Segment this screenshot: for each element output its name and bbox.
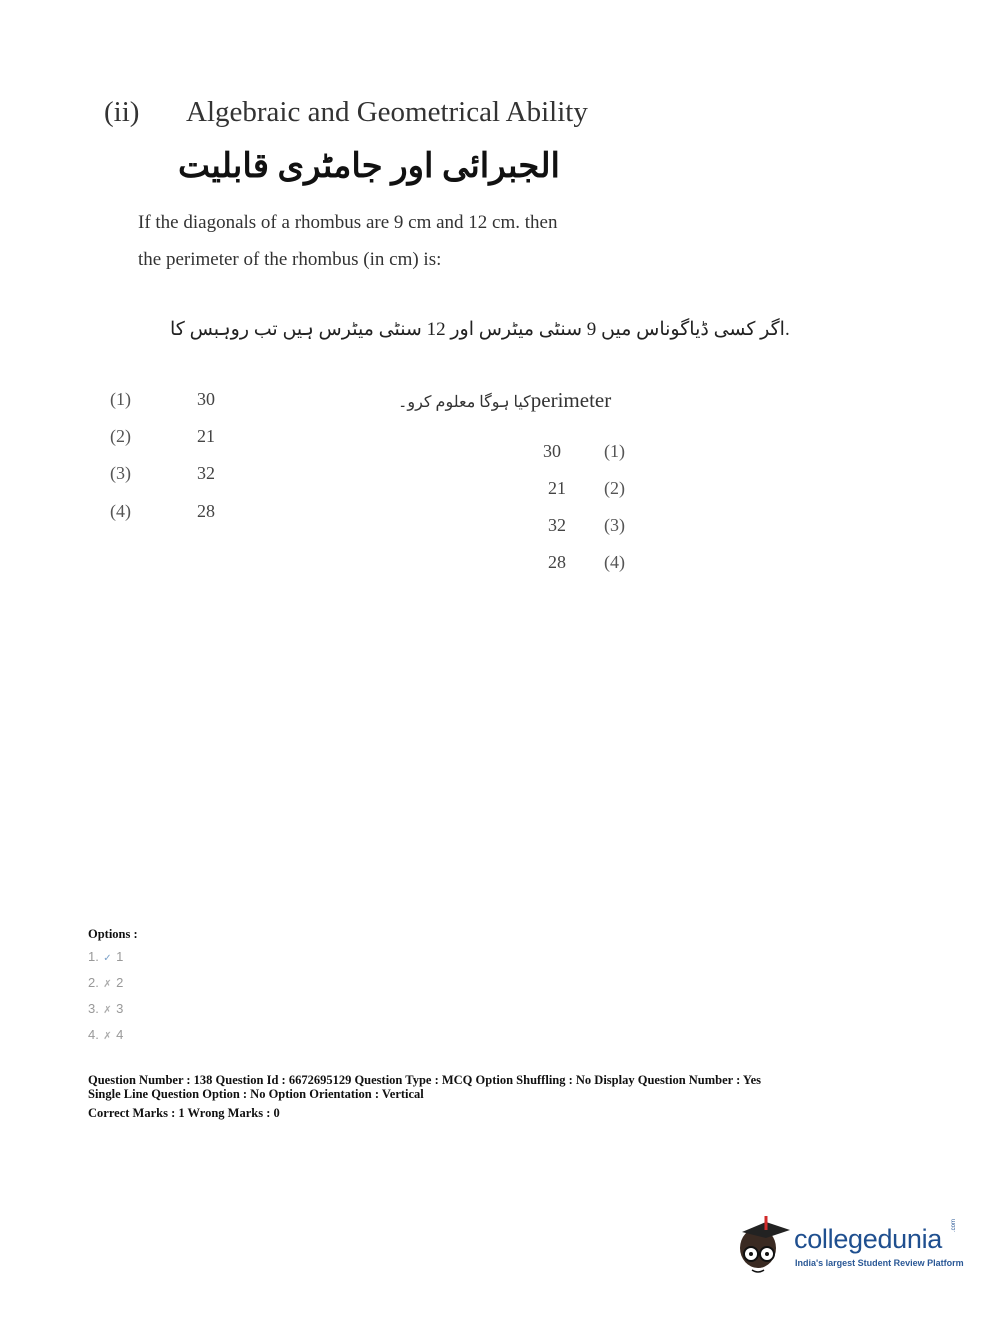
answer-index: 4. <box>88 1027 99 1042</box>
urdu-option-3-value: 32 <box>548 515 566 535</box>
urdu-option-1-number: (1) <box>604 441 625 461</box>
question-urdu-line-1: .اگر کسی ڈیاگوناس میں 9 سنٹی میٹرس اور 12 سنٹی میٹرس ہیں تب روہبس کا <box>170 319 790 340</box>
logo-suffix: .com <box>951 1218 957 1232</box>
question-line-2: the perimeter of the rhombus (in cm) is: <box>138 249 442 270</box>
option-2-value: 21 <box>197 426 215 446</box>
collegedunia-mascot-icon <box>736 1210 794 1280</box>
answer-value: 1 <box>116 949 124 964</box>
answer-value: 3 <box>116 1001 124 1016</box>
answer-value: 2 <box>116 975 124 990</box>
section-title-urdu: الجبرائی اور جامٹری قابلیت <box>178 148 561 185</box>
answer-option-1 <box>88 949 123 964</box>
question-line-1: If the diagonals of a rhombus are 9 cm and 12 cm. then <box>138 212 558 233</box>
option-4-number: (4) <box>110 501 131 521</box>
answer-option-2 <box>88 975 123 990</box>
answer-index: 3. <box>88 1001 99 1016</box>
answer-option-4 <box>88 1027 123 1042</box>
urdu-option-2-value: 21 <box>548 478 566 498</box>
meta-line-1: Question Number : 138 Question Id : 6672695129 Question Type : MCQ Option Shuffling : No Display Question Number : Yes <box>88 1073 761 1087</box>
cross-icon: ✗ <box>103 1005 112 1016</box>
answer-value: 4 <box>116 1027 124 1042</box>
logo-wordmark: collegedunia <box>794 1224 943 1254</box>
logo-tagline: India's largest Student Review Platform <box>795 1258 964 1268</box>
meta-line-2: Single Line Question Option : No Option Orientation : Vertical <box>88 1087 424 1101</box>
urdu-option-2-number: (2) <box>604 478 625 498</box>
cross-icon: ✗ <box>103 1031 112 1042</box>
option-4-value: 28 <box>197 501 215 521</box>
cross-icon: ✗ <box>103 979 112 990</box>
urdu-term: perimeter <box>530 388 612 412</box>
options-heading: Options : <box>88 927 138 941</box>
section-number: (ii) <box>104 96 140 128</box>
answer-index: 1. <box>88 949 99 964</box>
answer-index: 2. <box>88 975 99 990</box>
answer-option-3 <box>88 1001 123 1016</box>
urdu-option-3-number: (3) <box>604 515 625 535</box>
check-icon: ✓ <box>103 953 112 964</box>
section-title: Algebraic and Geometrical Ability <box>186 96 588 128</box>
option-3-value: 32 <box>197 463 215 483</box>
option-1-number: (1) <box>110 389 131 409</box>
urdu-rest: کیا ہوگا معلوم کرو۔ <box>398 394 531 411</box>
meta-line-3: Correct Marks : 1 Wrong Marks : 0 <box>88 1106 280 1120</box>
option-2-number: (2) <box>110 426 131 446</box>
option-1-value: 30 <box>197 389 215 409</box>
option-3-number: (3) <box>110 463 131 483</box>
question-urdu-line-2 <box>398 388 611 413</box>
urdu-option-4-number: (4) <box>604 552 625 572</box>
urdu-option-4-value: 28 <box>548 552 566 572</box>
urdu-option-1-value: 30 <box>543 441 561 461</box>
